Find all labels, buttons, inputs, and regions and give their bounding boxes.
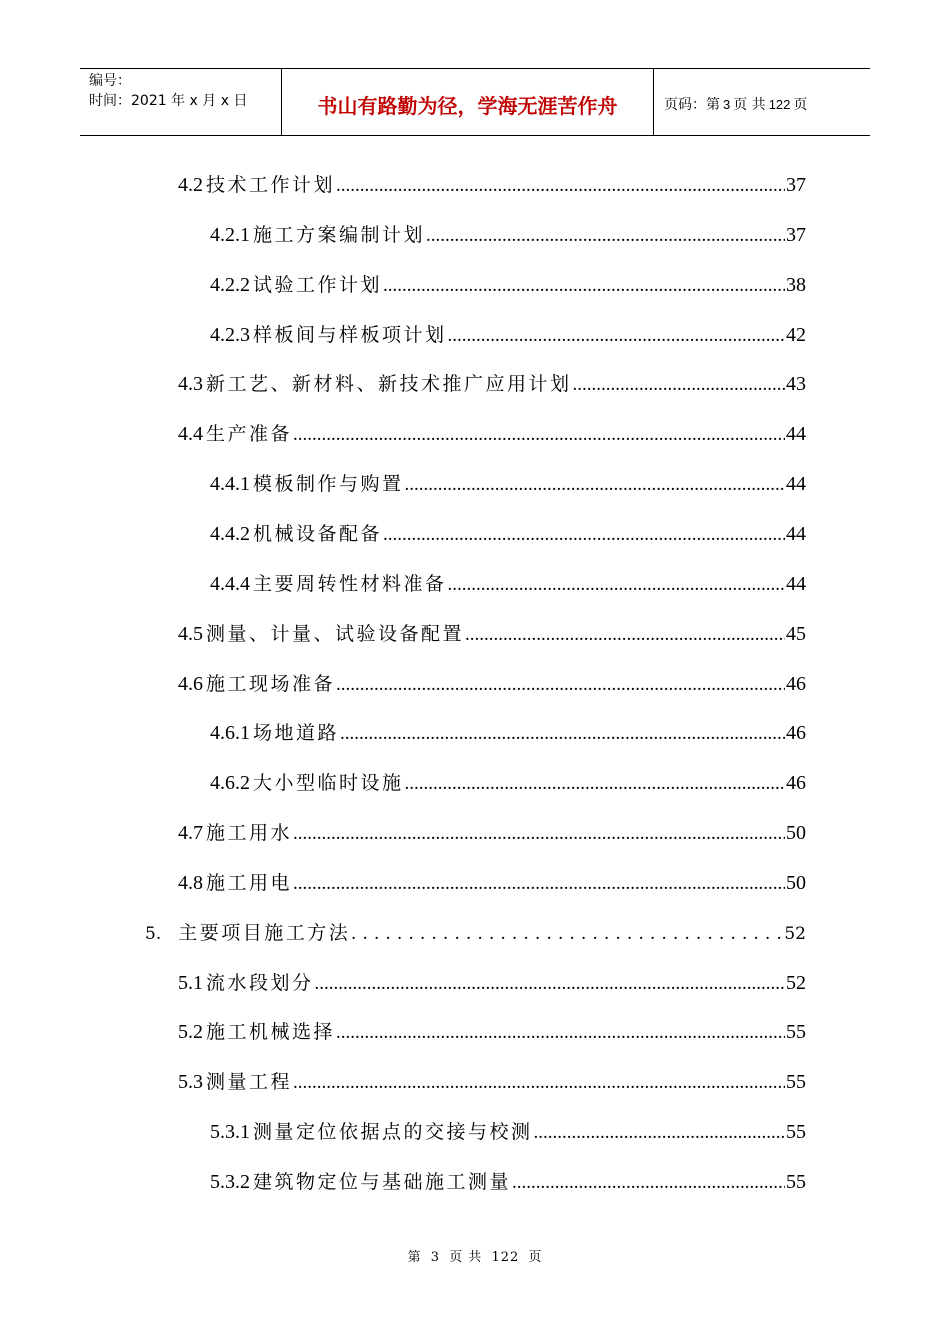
toc-entry-number: 4.4.4 — [210, 572, 250, 595]
toc-entry-number: 4.7 — [178, 822, 203, 845]
toc-entry[interactable] — [178, 670, 806, 698]
toc-entry-title: 试验工作计划 — [253, 273, 383, 296]
toc-entry-title: 流水段划分 — [206, 971, 314, 994]
toc-entry-title: 场地道路 — [253, 722, 340, 745]
toc-entry[interactable] — [210, 520, 806, 548]
toc-entry-number: 4.4.2 — [210, 522, 250, 545]
toc-entry-title: 模板制作与购置 — [253, 473, 404, 496]
toc-entry[interactable] — [210, 1168, 806, 1196]
toc-entry-title: 主要周转性材料准备 — [253, 572, 447, 595]
toc-dot-leader — [448, 322, 785, 350]
page-current: 3 — [723, 96, 731, 112]
toc-dot-leader — [426, 222, 785, 250]
toc-dot-leader — [293, 421, 785, 449]
toc-entry-number: 4.2.2 — [210, 273, 250, 296]
toc-entry-page: 55 — [786, 1121, 806, 1144]
toc-entry-number: 4.6.2 — [210, 772, 250, 795]
toc-entry-page: 42 — [786, 323, 806, 346]
toc-entry-number: 5. — [145, 923, 162, 944]
toc-entry-page: 46 — [786, 722, 806, 745]
toc-entry-number: 5.2 — [178, 1021, 203, 1044]
toc-entry-page: 52 — [784, 923, 806, 944]
toc-entry-title: 建筑物定位与基础施工测量 — [253, 1171, 512, 1193]
toc-entry-page: 45 — [786, 622, 806, 645]
header-motto: 书山有路勤为径，学海无涯苦作舟 — [282, 69, 654, 135]
footer-current: 3 — [430, 1250, 441, 1265]
page-suffix: 页 — [793, 97, 808, 113]
toc-entry-title: 样板间与样板项计划 — [253, 323, 447, 346]
toc-entry-number: 4.5 — [178, 622, 203, 645]
header-meta — [80, 69, 282, 135]
toc-entry-title: 施工机械选择 — [206, 1021, 336, 1044]
toc-entry-title: 施工用电 — [206, 871, 293, 894]
toc-entry[interactable] — [178, 420, 806, 448]
toc-entry-title: 施工用水 — [206, 822, 293, 845]
toc-entry-number: 4.6.1 — [210, 722, 250, 745]
toc-entry-title: 主要项目施工方法 — [178, 921, 351, 944]
toc-entry-number: 5.1 — [178, 971, 203, 994]
toc-entry-number: 4.2 — [178, 174, 203, 196]
toc-entry-number: 4.4 — [178, 423, 203, 446]
toc-entry-number: 4.6 — [178, 672, 203, 695]
toc-entry[interactable] — [210, 321, 806, 349]
toc-entry[interactable] — [178, 370, 806, 398]
toc-entry-page: 44 — [786, 423, 806, 446]
toc-dot-leader — [448, 571, 785, 599]
toc-entry-page: 46 — [786, 772, 806, 795]
toc-entry-number: 4.4.1 — [210, 473, 250, 496]
toc-dot-leader — [336, 1019, 785, 1047]
toc-entry-page: 37 — [786, 223, 806, 246]
toc-dot-leader — [405, 471, 785, 499]
toc-entry-title: 施工现场准备 — [206, 672, 336, 695]
toc-entry-page: 44 — [786, 572, 806, 595]
toc-entry[interactable] — [210, 1118, 806, 1146]
toc-entry[interactable] — [210, 769, 806, 797]
toc-entry[interactable] — [178, 171, 806, 199]
toc-dot-leader — [573, 371, 785, 399]
toc-entry-title: 测量、计量、试验设备配置 — [206, 622, 465, 645]
toc-entry-page: 44 — [786, 522, 806, 545]
toc-dot-leader — [512, 1169, 785, 1197]
toc-dot-leader — [336, 172, 785, 200]
toc-entry-title: 机械设备配备 — [253, 522, 383, 545]
toc-dot-leader — [293, 820, 785, 848]
header-page-info — [654, 69, 870, 135]
toc-entry-number: 4.2.1 — [210, 223, 250, 246]
footer-prefix: 第 — [407, 1250, 422, 1265]
toc-entry-title: 大小型临时设施 — [253, 772, 404, 795]
toc-entry[interactable] — [210, 271, 806, 299]
page-prefix: 页码：第 — [664, 97, 720, 113]
page-footer — [0, 1246, 950, 1265]
page-header — [80, 68, 870, 136]
toc-entry-number: 5.3.2 — [210, 1171, 250, 1193]
toc-entry-title: 测量定位依据点的交接与校测 — [253, 1121, 533, 1144]
toc-dot-leader — [293, 870, 785, 898]
toc-entry[interactable] — [178, 1068, 806, 1096]
toc-entry[interactable] — [178, 869, 806, 897]
toc-dot-leader — [293, 1069, 785, 1097]
toc-entry[interactable] — [178, 819, 806, 847]
toc-entry-page: 44 — [786, 473, 806, 496]
toc-entry-title: 施工方案编制计划 — [253, 223, 426, 246]
toc-dot-leader — [383, 521, 785, 549]
toc-entry-page: 55 — [786, 1021, 806, 1044]
toc-dot-leader — [351, 920, 783, 948]
toc-entry-title: 生产准备 — [206, 423, 293, 446]
toc-entry-page: 37 — [786, 174, 806, 196]
toc-entry-page: 43 — [786, 373, 806, 396]
toc-dot-leader — [336, 671, 785, 699]
serial-label: 编号： — [89, 73, 131, 89]
time-label: 时间：2021 年 x 月 x 日 — [89, 93, 248, 109]
toc-dot-leader — [534, 1119, 785, 1147]
toc-entry-page: 52 — [786, 971, 806, 994]
toc-entry-number: 4.8 — [178, 871, 203, 894]
toc-entry-title: 测量工程 — [206, 1071, 293, 1094]
toc-entry[interactable] — [178, 969, 806, 997]
toc-entry-number: 5.3 — [178, 1071, 203, 1094]
toc-dot-leader — [340, 720, 785, 748]
toc-entry-page: 55 — [786, 1171, 806, 1193]
toc-entry-number: 5.3.1 — [210, 1121, 250, 1144]
toc-entry[interactable] — [210, 470, 806, 498]
toc-entry-page: 38 — [786, 273, 806, 296]
toc-entry-title: 技术工作计划 — [206, 174, 336, 196]
toc-entry[interactable] — [145, 919, 806, 947]
toc-dot-leader — [405, 770, 785, 798]
toc-entry-title: 新工艺、新材料、新技术推广应用计划 — [206, 373, 572, 396]
footer-middle: 页 共 — [449, 1250, 483, 1265]
toc-entry[interactable] — [178, 1018, 806, 1046]
toc-entry[interactable] — [178, 620, 806, 648]
toc-dot-leader — [465, 621, 785, 649]
toc-entry[interactable] — [210, 570, 806, 598]
toc-entry[interactable] — [210, 221, 806, 249]
toc-entry[interactable] — [210, 719, 806, 747]
footer-suffix: 页 — [528, 1250, 543, 1265]
page-total: 122 — [768, 96, 791, 112]
toc-dot-leader — [315, 970, 785, 998]
toc-entry-page: 50 — [786, 871, 806, 894]
toc-entry-number: 4.2.3 — [210, 323, 250, 346]
footer-total: 122 — [491, 1250, 520, 1265]
toc-entry-page: 55 — [786, 1071, 806, 1094]
toc-entry-page: 46 — [786, 672, 806, 695]
toc-entry-number: 4.3 — [178, 373, 203, 396]
toc-dot-leader — [383, 272, 785, 300]
page-middle: 页 共 — [733, 97, 766, 113]
toc-entry-page: 50 — [786, 822, 806, 845]
